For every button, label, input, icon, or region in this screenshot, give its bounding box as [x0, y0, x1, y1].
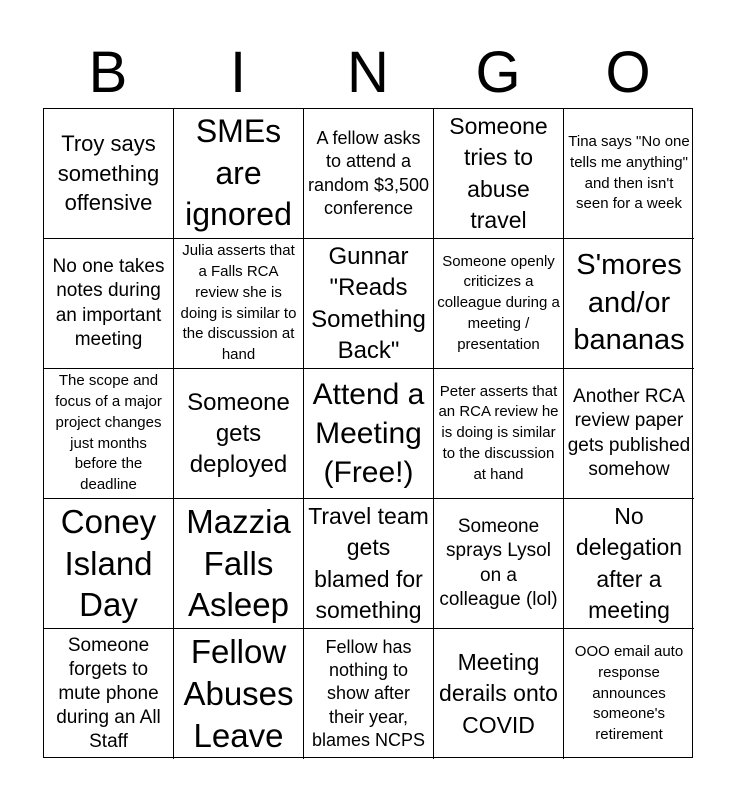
- cell-text: S'mores and/or bananas: [573, 248, 685, 357]
- cell-text: OOO email auto response announces someone's retirement: [574, 643, 684, 744]
- bingo-cell-r3c4[interactable]: [434, 369, 564, 499]
- cell-text: SMEs are ignored: [185, 113, 292, 233]
- bingo-cell-r4c5[interactable]: [564, 499, 694, 629]
- header-letter-g: G: [475, 40, 521, 105]
- bingo-cell-r2c1[interactable]: [44, 239, 174, 369]
- bingo-cell-r4c3[interactable]: [304, 499, 434, 629]
- bingo-cell-r5c4[interactable]: [434, 629, 564, 759]
- bingo-cell-r2c4[interactable]: [434, 239, 564, 369]
- bingo-cell-r3c3[interactable]: [304, 369, 434, 499]
- bingo-cell-r1c3[interactable]: [304, 109, 434, 239]
- header-letter-n: N: [347, 40, 389, 105]
- bingo-header: [43, 38, 693, 108]
- cell-text: Travel team gets blamed for something: [308, 502, 429, 623]
- bingo-cell-r3c5[interactable]: [564, 369, 694, 499]
- header-letter-o: O: [605, 40, 651, 105]
- cell-text: The scope and focus of a major project changes just months before the deadline: [55, 372, 162, 493]
- cell-text: Tina says "No one tells me anything" and then isn't seen for a week: [568, 133, 690, 213]
- bingo-cell-r5c2[interactable]: [174, 629, 304, 759]
- bingo-cell-r1c1[interactable]: [44, 109, 174, 239]
- bingo-cell-r5c5[interactable]: [564, 629, 694, 759]
- bingo-cell-r3c2[interactable]: [174, 369, 304, 499]
- cell-text: Fellow has nothing to show after their year, blames NCPS: [311, 636, 426, 751]
- cell-text: Someone sprays Lysol on a colleague (lol): [439, 516, 558, 610]
- cell-text: Attend a Meeting (Free!): [312, 378, 425, 489]
- cell-text: Someone tries to abuse travel: [449, 112, 548, 233]
- cell-text: No one takes notes during an important meeting: [52, 256, 165, 350]
- cell-text: Troy says something offensive: [57, 130, 160, 216]
- bingo-cell-r2c3[interactable]: [304, 239, 434, 369]
- bingo-cell-r3c1[interactable]: [44, 369, 174, 499]
- cell-text: Mazzia Falls Asleep: [186, 502, 291, 624]
- cell-text: Gunnar "Reads Something Back": [311, 243, 426, 364]
- cell-text: Fellow Abuses Leave: [183, 633, 294, 754]
- cell-text: Meeting derails onto COVID: [439, 649, 558, 738]
- cell-text: Someone openly criticizes a colleague during a meeting / presentation: [437, 252, 560, 353]
- cell-text: A fellow asks to attend a random $3,500 conference: [307, 127, 430, 218]
- cell-text: Someone forgets to mute phone during an All Staff: [56, 634, 161, 753]
- bingo-cell-r5c3[interactable]: [304, 629, 434, 759]
- cell-text: No delegation after a meeting: [575, 502, 683, 623]
- bingo-cell-r4c1[interactable]: [44, 499, 174, 629]
- bingo-cell-r4c2[interactable]: [174, 499, 304, 629]
- cell-text: Peter asserts that an RCA review he is doing is similar to the discussion at hand: [438, 382, 559, 483]
- bingo-cell-r1c4[interactable]: [434, 109, 564, 239]
- cell-text: Julia asserts that a Falls RCA review she is doing is similar to the discussion at hand: [180, 242, 297, 363]
- cell-text: Someone gets deployed: [187, 388, 290, 479]
- bingo-cell-r1c2[interactable]: [174, 109, 304, 239]
- cell-text: Coney Island Day: [60, 502, 157, 624]
- bingo-cell-r1c5[interactable]: [564, 109, 694, 239]
- bingo-cell-r5c1[interactable]: [44, 629, 174, 759]
- bingo-cell-r2c5[interactable]: [564, 239, 694, 369]
- bingo-cell-r2c2[interactable]: [174, 239, 304, 369]
- bingo-cell-r4c4[interactable]: [434, 499, 564, 629]
- header-letter-b: B: [88, 40, 128, 105]
- header-letter-i: I: [229, 40, 247, 105]
- bingo-board: [43, 108, 693, 758]
- cell-text: Another RCA review paper gets published somehow: [567, 386, 691, 480]
